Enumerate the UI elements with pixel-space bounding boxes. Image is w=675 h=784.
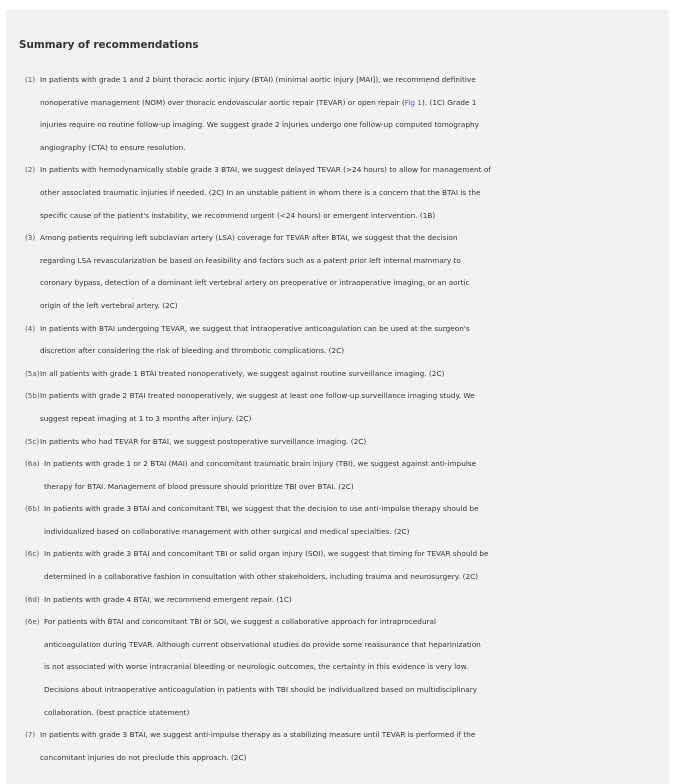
recommendation-text: For patients with BTAI and concomitant TBI or SOI, we suggest a collaborative approach for intraprocedural anticoagulation during TEVAR. Although current observational studies do provide some reassurance that heparinization is not associated with worse intracranial bleeding or neurologic outcomes, the certainty in this evidence is very low. Decisions about intraoperative anticoagulation in patients with TBI should be individualized based on multidisciplinary collaboration. (best practice statement): [44, 617, 481, 717]
recommendation-text: In patients with grade 1 and 2 blunt thoracic aortic injury (BTAI) (minimal aortic injury [MAI]), we recommend definitive nonoperative management (NOM) over thoracic endovascular aortic repair (TEVAR) or open repair (Fig 1). (1C) Grade 1 injuries require no routine follow-up imaging. We suggest grade 2 injuries undergo one follow-up computed tomography angiography (CTA) to ensure resolution.: [40, 75, 479, 152]
recommendation-6b: [6, 498, 669, 543]
recommendation-text: Among patients requiring left subclavian artery (LSA) coverage for TEVAR after BTAI, we suggest that the decision regarding LSA revascularization be based on feasibility and factors such as a patent prior left internal mammary to coronary bypass, detection of a dominant left vertebral artery on preoperative or intraoperative imaging, or an aortic origin of the left vertebral artery. (2C): [40, 233, 470, 310]
recommendation-5c: [6, 431, 669, 454]
recommendation-2: [6, 159, 669, 227]
recommendation-text: In patients who had TEVAR for BTAI, we suggest postoperative surveillance imaging. (2C): [40, 436, 367, 446]
recommendation-text: In patients with grade 3 BTAI and concomitant TBI, we suggest that the decision to use anti-impulse therapy should be individualized based on collaborative management with other surgical and medical specialties. (2C): [44, 504, 479, 536]
recommendation-7: [6, 724, 669, 769]
recommendation-1: [6, 69, 669, 159]
recommendation-number: (6c): [25, 549, 40, 559]
recommendations-panel: [6, 10, 669, 784]
section-heading: Summary of recommendations: [19, 39, 199, 51]
recommendation-number: (3): [25, 233, 36, 243]
recommendation-3: [6, 227, 669, 317]
recommendation-text: In patients with grade 1 or 2 BTAI (MAI) and concomitant traumatic brain injury (TBI), we suggest against anti-impulse therapy for BTAI. Management of blood pressure should prioritize TBI over BTAI. (2C): [44, 459, 477, 491]
recommendation-6a: [6, 453, 669, 498]
recommendation-text: In patients with grade 2 BTAI treated nonoperatively, we suggest at least one follow-up surveillance imaging study. We suggest repeat imaging at 1 to 3 months after injury. (2C): [40, 391, 475, 423]
recommendation-number: (2): [25, 165, 36, 175]
recommendation-number: (4): [25, 323, 36, 333]
recommendation-text: In patients with grade 3 BTAI and concomitant TBI or solid organ injury (SOI), we suggest that timing for TEVAR should be determined in a collaborative fashion in consultation with other stakeholders, including trauma and neurosurgery. (2C): [44, 549, 489, 582]
recommendation-4: [6, 318, 669, 363]
recommendation-text: In patients with grade 4 BTAI, we recommend emergent repair. (1C): [44, 594, 292, 604]
recommendation-6e: [6, 611, 669, 724]
recommendation-text: In patients with grade 3 BTAI, we suggest anti-impulse therapy as a stabilizing measure until TEVAR is performed if the concomitant injuries do not preclude this approach. (2C): [40, 730, 476, 762]
recommendation-text: In patients with BTAI undergoing TEVAR, we suggest that intraoperative anticoagulation can be used at the surgeon's discretion after considering the risk of bleeding and thrombotic complications. (2C): [40, 323, 470, 356]
recommendation-text: In patients with hemodynamically stable grade 3 BTAI, we suggest delayed TEVAR (>24 hours) to allow for management of other associated traumatic injuries if needed. (2C) In an unstable patient in whom there is a concern that the BTAI is the specific cause of the patient's instability, we recommend urgent (<24 hours) or emergent intervention. (1B): [40, 165, 491, 220]
recommendation-6d: [6, 589, 669, 612]
recommendation-number: (5a): [25, 368, 40, 378]
recommendation-number: (6b): [25, 504, 40, 514]
recommendation-5b: [6, 385, 669, 430]
recommendation-6c: [6, 543, 669, 588]
recommendation-number: (6a): [25, 459, 40, 469]
recommendation-number: (7): [25, 730, 36, 740]
recommendation-number: (5c): [25, 436, 40, 446]
recommendation-5a: [6, 363, 669, 386]
recommendation-number: (6d): [25, 594, 40, 604]
figure-1-link[interactable]: Fig 1: [404, 97, 422, 107]
recommendation-number: (5b): [25, 391, 40, 401]
recommendation-text: In all patients with grade 1 BTAI treated nonoperatively, we suggest against routine surveillance imaging. (2C): [40, 368, 445, 378]
recommendation-number: (6e): [25, 617, 40, 627]
recommendations-list: [6, 69, 669, 769]
recommendation-number: (1): [25, 75, 36, 84]
